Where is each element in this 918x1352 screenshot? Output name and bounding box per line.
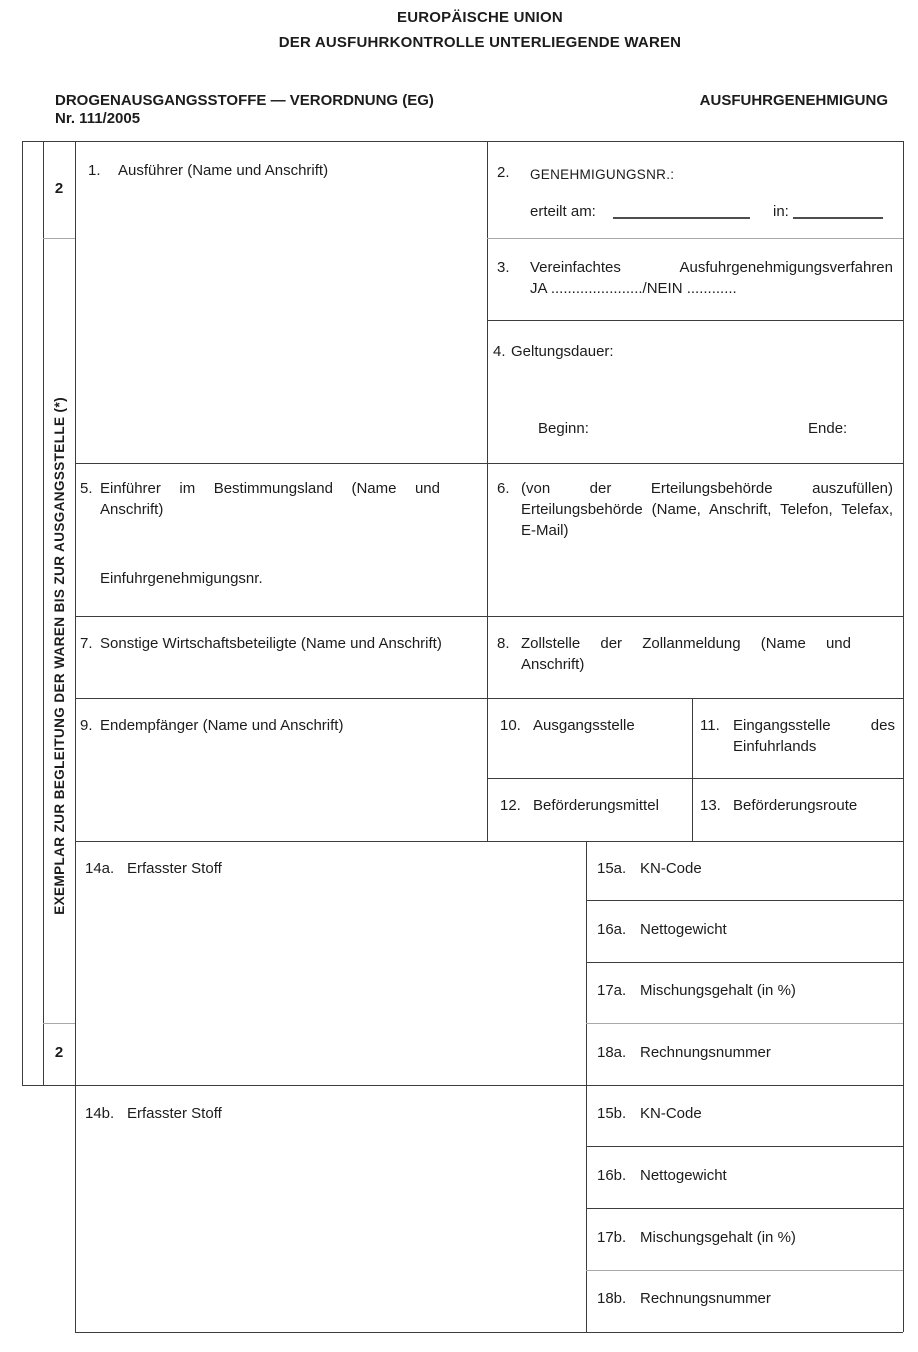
copy-number-top: 2 — [54, 180, 64, 197]
grid-line — [586, 1023, 903, 1024]
box10-number: 10. — [500, 717, 521, 734]
box1-label: Ausführer (Name und Anschrift) — [118, 162, 329, 179]
document-type-title: AUSFUHRGENEHMIGUNG — [699, 92, 888, 109]
grid-line — [692, 698, 693, 841]
grid-line — [586, 1208, 903, 1209]
box7-number: 7. — [80, 635, 93, 652]
grid-line — [75, 1332, 903, 1333]
grid-line — [22, 141, 903, 142]
box13-number: 13. — [700, 797, 721, 814]
grid-line — [586, 841, 587, 1332]
issued-date-field[interactable] — [613, 217, 750, 219]
copy-number-bottom: 2 — [54, 1044, 64, 1061]
page-title: EUROPÄISCHE UNION — [397, 9, 563, 26]
box15b-label: KN-Code — [640, 1105, 702, 1122]
box14b-number: 14b. — [85, 1105, 115, 1122]
box14b-label: Erfasster Stoff — [127, 1105, 222, 1122]
regulation-title-line1: DROGENAUSGANGSSTOFFE — VERORDNUNG (EG) — [55, 92, 434, 109]
box16b-label: Nettogewicht — [640, 1167, 727, 1184]
box12-label: Beförderungsmittel — [533, 797, 659, 814]
box16a-label: Nettogewicht — [640, 921, 727, 938]
box4-begin-label: Beginn: — [538, 420, 589, 437]
box17a-number: 17a. — [597, 982, 627, 999]
grid-line — [586, 1270, 903, 1271]
grid-line — [43, 1023, 75, 1024]
box3-number: 3. — [497, 259, 510, 276]
box6-number: 6. — [497, 480, 510, 497]
box5-label: Einführer im Bestimmungsland (Name und Anschrift) — [100, 480, 440, 518]
grid-line — [487, 238, 903, 239]
box2-in-label: in: — [773, 203, 789, 220]
box11-number: 11. — [700, 717, 720, 734]
grid-line — [487, 320, 903, 321]
box15b-number: 15b. — [597, 1105, 627, 1122]
box16b-number: 16b. — [597, 1167, 627, 1184]
box18a-number: 18a. — [597, 1044, 627, 1061]
box6-label: (von der Erteilungsbehörde auszufüllen) Erteilungsbehörde (Name, Anschrift, Telefon, Telefax, E-Mail) — [521, 480, 893, 539]
grid-line — [75, 698, 903, 699]
sidebar-copy-purpose — [43, 288, 75, 1023]
box17b-number: 17b. — [597, 1229, 627, 1246]
grid-line — [586, 1146, 903, 1147]
box12-number: 12. — [500, 797, 521, 814]
grid-line — [487, 141, 488, 841]
issued-place-field[interactable] — [793, 217, 883, 219]
box17a-label: Mischungsgehalt (in %) — [640, 982, 796, 999]
box9-number: 9. — [80, 717, 93, 734]
grid-line — [903, 141, 904, 1332]
regulation-title-line2: Nr. 111/2005 — [55, 110, 141, 127]
grid-line — [75, 463, 903, 464]
box3-options: JA ....................../NEIN ............ — [530, 280, 737, 297]
sidebar-copy-purpose-label: EXEMPLAR ZUR BEGLEITUNG DER WAREN BIS ZUR AUSGANGSSTELLE (*) — [51, 396, 67, 915]
box15a-label: KN-Code — [640, 860, 702, 877]
box8-number: 8. — [497, 635, 510, 652]
box3-label: Vereinfachtes Ausfuhrgenehmigungsverfahren — [530, 259, 893, 276]
page-subtitle: DER AUSFUHRKONTROLLE UNTERLIEGENDE WAREN — [278, 34, 682, 51]
box13-label: Beförderungsroute — [733, 797, 858, 814]
box16a-number: 16a. — [597, 921, 627, 938]
regulation-title — [55, 92, 434, 128]
grid-line — [22, 1085, 903, 1086]
box18b-number: 18b. — [597, 1290, 627, 1307]
grid-line — [586, 962, 903, 963]
box2-label: GENEHMIGUNGSNR.: — [530, 167, 675, 182]
box2-number: 2. — [497, 164, 510, 181]
box4-number: 4. — [493, 343, 506, 360]
grid-line — [586, 900, 903, 901]
grid-line — [75, 141, 76, 1332]
box4-end-label: Ende: — [808, 420, 848, 437]
box5-number: 5. — [80, 480, 93, 497]
box7-label: Sonstige Wirtschaftsbeteiligte (Name und Anschrift) — [100, 635, 442, 652]
grid-line — [22, 141, 23, 1085]
grid-line — [43, 238, 75, 239]
box10-label: Ausgangsstelle — [533, 717, 635, 734]
box4-label: Geltungsdauer: — [511, 343, 614, 360]
grid-line — [75, 616, 903, 617]
box2-issued-label: erteilt am: — [530, 203, 596, 220]
grid-line — [487, 778, 903, 779]
box15a-number: 15a. — [597, 860, 627, 877]
box8-label: Zollstelle der Zollanmeldung (Name und Anschrift) — [521, 635, 851, 673]
box17b-label: Mischungsgehalt (in %) — [640, 1229, 796, 1246]
grid-line — [75, 841, 903, 842]
box1-number: 1. — [88, 162, 101, 179]
box11-label: Eingangsstelle des Einfuhrlands — [733, 717, 895, 755]
box14a-number: 14a. — [85, 860, 115, 877]
box18a-label: Rechnungsnummer — [640, 1044, 771, 1061]
box9-label: Endempfänger (Name und Anschrift) — [100, 717, 344, 734]
box14a-label: Erfasster Stoff — [127, 860, 222, 877]
box18b-label: Rechnungsnummer — [640, 1290, 771, 1307]
box5-import-authorisation-label: Einfuhrgenehmigungsnr. — [100, 570, 263, 587]
